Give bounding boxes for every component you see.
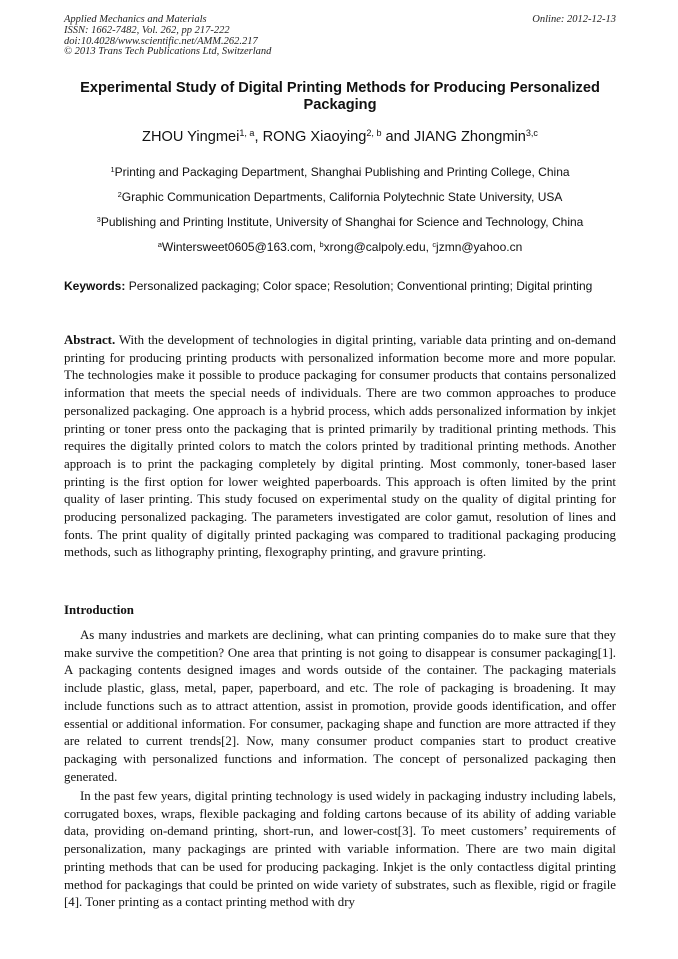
online-date: Online: 2012-12-13 [532,14,616,25]
affiliation-2 [64,190,616,205]
affiliation-superscript: 2 [117,189,122,199]
email-superscript: c [432,239,437,249]
author-superscript: 1, a [239,128,255,139]
email-superscript: a [157,239,162,249]
journal-doi: doi:10.4028/www.scientific.net/AMM.262.217 [64,35,258,47]
keywords-text: Personalized packaging; Color space; Resolution; Conventional printing; Digital printing [128,279,593,293]
journal-header [64,15,616,58]
author-name: ZHOU Yingmei [142,129,240,145]
email-separator: , [425,240,433,254]
introduction-heading: Introduction [64,603,134,617]
abstract-block [64,332,616,562]
affiliation-text: Printing and Packaging Department, Shanghai Publishing and Printing College, China [114,165,570,179]
email-line [64,240,616,255]
paper-title: Experimental Study of Digital Printing Methods for Producing Personalized Packaging [80,80,600,113]
affiliation-1 [64,165,616,180]
email-separator: , [312,240,320,254]
email-address[interactable]: xrong@calpoly.edu [323,240,426,254]
author-superscript: 3,c [525,128,538,139]
keywords-label: Keywords: [64,279,126,293]
abstract-text: With the development of technologies in digital printing, variable data printing and on-demand printing for producing printing products with personalized information become more and more popular. The technologies make it possible to produce packaging for consumer products that contains personalized information that meets the special needs of individuals. There are two common approaches to produce personalized packaging. One approach is a hybrid process, which adds personalized information by inkjet printing or toner press onto the packaging that is printed primarily by traditional printing methods. This requires the digitally printed colors to match the colors printed by traditional printing methods. Another approach is to print the packaging completely by digital printing. Most commonly, toner-based laser printing is the first option for lower weighted paperboards. This approach is often limited by the print quality of laser printing. This study focused on experimental study on the quality of digital printing for producing personalized packaging. The parameters investigated are color gamut, resolution of lines and fonts. The print quality of digitally printed packaging was compared to traditional packaging producing methods, such as lithography printing, flexography printing, and gravure printing. [64,333,616,560]
affiliation-text: Publishing and Printing Institute, University of Shanghai for Science and Technology, China [100,215,584,229]
journal-name: Applied Mechanics and Materials [64,14,207,25]
author-superscript: 2, b [366,128,382,139]
author-name: RONG Xiaoying [262,129,367,145]
author-list [64,128,616,146]
affiliation-superscript: 1 [110,164,115,174]
author-separator: and [381,129,414,145]
abstract-label: Abstract. [64,333,116,347]
journal-copyright: © 2013 Trans Tech Publications Ltd, Switzerland [64,46,272,58]
affiliation-superscript: 3 [96,214,101,224]
affiliation-text: Graphic Communication Departments, California Polytechnic State University, USA [121,190,563,204]
author-name: JIANG Zhongmin [413,129,526,145]
journal-issn: ISSN: 1662-7482, Vol. 262, pp 217-222 [64,24,230,36]
affiliation-3 [64,215,616,230]
email-address[interactable]: jzmn@yahoo.cn [436,240,523,254]
introduction-paragraph-2: In the past few years, digital printing technology is used widely in packaging industry including labels, corrugated boxes, wraps, flexible packaging and folding cartons because of its ability of adding variable data, providing on-demand printing, short-run, and lower-cost[3]. To meet customers’ requirements of personalization, many packagings are printed with variable information. There are two main digital printing methods that can be used for producing packaging. Inkjet is the only contactless digital printing method for packagings that could be printed on wide variety of substrates, such as flexible, rigid or fragile [4]. Toner printing as a contact printing method with dry [64,789,616,910]
author-separator: , [254,129,263,145]
email-superscript: b [319,239,324,249]
email-address[interactable]: Wintersweet0605@163.com [161,240,313,254]
keywords-block [64,278,616,294]
introduction-paragraph-1: As many industries and markets are declining, what can printing companies do to make sure that they make survive the competition? One area that printing is not going to disappear is consumer packaging[1]. A packaging contents designed images and words outside of the container. The packaging materials include plastic, glass, metal, paper, paperboard, and etc. The role of packaging is broadening. It may include functions such as to attract attention, assist in promotion, provide goods identification, and offer essential or additional information. For consumer, packaging shape and function are more attracted if they are related to current trends[2]. Now, many consumer product companies start to product creative packaging with personalized functions and information. The concept of personalized packaging then generated. [64,628,616,784]
